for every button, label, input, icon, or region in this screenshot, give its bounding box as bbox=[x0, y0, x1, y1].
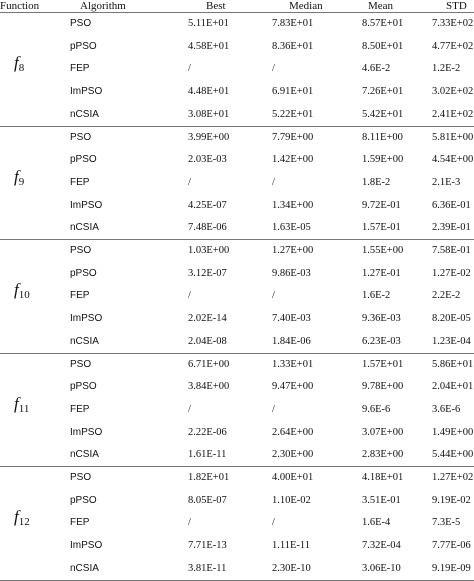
mean-cell: 9.78E+00 bbox=[362, 381, 404, 393]
algorithm-cell: pPSO bbox=[70, 154, 97, 166]
table-row bbox=[0, 81, 474, 104]
group-rule bbox=[0, 580, 474, 581]
header-median: Median bbox=[289, 0, 323, 12]
median-cell: 1.34E+00 bbox=[272, 199, 314, 211]
best-cell: / bbox=[188, 517, 191, 529]
median-cell: 4.00E+01 bbox=[272, 472, 314, 483]
best-cell: 2.22E-06 bbox=[188, 426, 227, 438]
std-cell: 8.20E-05 bbox=[432, 313, 471, 325]
function-group bbox=[0, 13, 474, 127]
best-cell: 7.48E-06 bbox=[188, 222, 227, 234]
mean-cell: 9.72E-01 bbox=[362, 199, 401, 211]
table-row bbox=[0, 195, 474, 218]
table-row bbox=[0, 217, 474, 240]
std-cell: 1.27E+02 bbox=[432, 472, 474, 483]
table-row bbox=[0, 467, 474, 490]
header-std: STD bbox=[446, 0, 467, 12]
median-cell: 1.27E+00 bbox=[272, 245, 314, 256]
table-row bbox=[0, 58, 474, 81]
median-cell: 8.36E+01 bbox=[272, 40, 314, 52]
median-cell: / bbox=[272, 517, 275, 529]
mean-cell: 9.6E-6 bbox=[362, 403, 391, 415]
table-row bbox=[0, 13, 474, 36]
mean-cell: 1.57E-01 bbox=[362, 222, 401, 234]
algorithm-cell: ImPSO bbox=[70, 313, 103, 325]
median-cell: / bbox=[272, 63, 275, 75]
mean-cell: 5.42E+01 bbox=[362, 108, 404, 120]
best-cell: 1.82E+01 bbox=[188, 472, 230, 483]
best-cell: 1.03E+00 bbox=[188, 245, 230, 256]
function-group bbox=[0, 354, 474, 468]
algorithm-cell: PSO bbox=[70, 131, 92, 143]
algorithm-cell: PSO bbox=[70, 245, 92, 256]
function-letter: f bbox=[14, 53, 19, 72]
function-group bbox=[0, 127, 474, 241]
mean-cell: 8.57E+01 bbox=[362, 18, 404, 29]
std-cell: 2.2E-2 bbox=[432, 290, 461, 302]
function-letter: f bbox=[14, 166, 19, 186]
table-row bbox=[0, 240, 474, 263]
mean-cell: 6.23E-03 bbox=[362, 335, 401, 347]
median-cell: 7.40E-03 bbox=[272, 313, 311, 325]
std-cell: 1.27E-02 bbox=[432, 267, 471, 279]
median-cell: / bbox=[272, 176, 275, 188]
median-cell: 2.64E+00 bbox=[272, 426, 314, 438]
mean-cell: 8.50E+01 bbox=[362, 40, 404, 52]
header-mean: Mean bbox=[368, 0, 394, 12]
median-cell: 1.63E-05 bbox=[272, 222, 311, 234]
algorithm-cell: ImPSO bbox=[70, 540, 103, 552]
algorithm-cell: PSO bbox=[70, 18, 92, 29]
median-cell: 9.86E-03 bbox=[272, 267, 311, 279]
table-row bbox=[0, 149, 474, 172]
mean-cell: 1.6E-4 bbox=[362, 517, 391, 529]
std-cell: 2.04E+01 bbox=[432, 381, 474, 393]
std-cell: 5.86E+01 bbox=[432, 358, 474, 370]
function-index: 10 bbox=[18, 289, 30, 301]
mean-cell: 8.11E+00 bbox=[362, 131, 403, 143]
function-letter: f bbox=[14, 393, 19, 413]
algorithm-cell: nCSIA bbox=[70, 108, 99, 120]
algorithm-cell: PSO bbox=[70, 472, 92, 483]
best-cell: 3.99E+00 bbox=[188, 131, 230, 143]
algorithm-cell: FEP bbox=[70, 63, 90, 75]
std-cell: 5.44E+00 bbox=[432, 449, 474, 461]
median-cell: 2.30E-10 bbox=[272, 562, 311, 574]
best-cell: 2.02E-14 bbox=[188, 313, 227, 325]
std-cell: 7.33E+02 bbox=[432, 18, 474, 29]
std-cell: 7.77E-06 bbox=[432, 540, 471, 552]
algorithm-cell: nCSIA bbox=[70, 222, 99, 234]
algorithm-cell: nCSIA bbox=[70, 562, 99, 574]
median-cell: 1.33E+01 bbox=[272, 358, 314, 370]
algorithm-cell: FEP bbox=[70, 517, 90, 529]
mean-cell: 1.27E-01 bbox=[362, 267, 401, 279]
algorithm-cell: FEP bbox=[70, 176, 90, 188]
best-cell: 7.71E-13 bbox=[188, 540, 227, 552]
mean-cell: 7.32E-04 bbox=[362, 540, 401, 552]
std-cell: 4.54E+00 bbox=[432, 154, 474, 166]
best-cell: 4.48E+01 bbox=[188, 86, 230, 98]
mean-cell: 1.59E+00 bbox=[362, 154, 404, 166]
table-row bbox=[0, 285, 474, 308]
median-cell: 1.11E-11 bbox=[272, 540, 311, 552]
std-cell: 1.23E-04 bbox=[432, 335, 471, 347]
table-row bbox=[0, 512, 474, 535]
function-index: 11 bbox=[18, 402, 30, 415]
std-cell: 2.1E-3 bbox=[432, 176, 461, 188]
table-row bbox=[0, 331, 474, 354]
algorithm-cell: nCSIA bbox=[70, 335, 99, 347]
std-cell: 9.19E-02 bbox=[432, 494, 471, 506]
mean-cell: 1.6E-2 bbox=[362, 290, 391, 302]
mean-cell: 7.26E+01 bbox=[362, 86, 404, 98]
best-cell: 1.61E-11 bbox=[188, 449, 227, 461]
table-row bbox=[0, 399, 474, 422]
algorithm-cell: FEP bbox=[70, 290, 90, 302]
function-group bbox=[0, 240, 474, 354]
algorithm-cell: pPSO bbox=[70, 40, 97, 52]
median-cell: 1.42E+00 bbox=[272, 154, 314, 166]
table-row bbox=[0, 127, 474, 150]
std-cell: 1.49E+00 bbox=[432, 426, 474, 438]
mean-cell: 9.36E-03 bbox=[362, 313, 401, 325]
median-cell: 1.10E-02 bbox=[272, 494, 311, 506]
function-index: 8 bbox=[18, 62, 25, 74]
std-cell: 4.77E+02 bbox=[432, 40, 474, 52]
median-cell: 1.84E-06 bbox=[272, 335, 311, 347]
median-cell: 2.30E+00 bbox=[272, 449, 314, 461]
table-row bbox=[0, 558, 474, 581]
std-cell: 6.36E-01 bbox=[432, 199, 471, 211]
median-cell: 7.83E+01 bbox=[272, 18, 314, 29]
median-cell: 7.79E+00 bbox=[272, 131, 314, 143]
algorithm-cell: nCSIA bbox=[70, 449, 99, 461]
std-cell: 3.6E-6 bbox=[432, 403, 461, 415]
median-cell: 9.47E+00 bbox=[272, 381, 314, 393]
best-cell: 6.71E+00 bbox=[188, 358, 230, 370]
mean-cell: 3.51E-01 bbox=[362, 494, 401, 506]
best-cell: 5.11E+01 bbox=[188, 18, 229, 29]
best-cell: 3.08E+01 bbox=[188, 108, 230, 120]
std-cell: 3.02E+02 bbox=[432, 86, 474, 98]
best-cell: 3.12E-07 bbox=[188, 267, 227, 279]
table-row bbox=[0, 422, 474, 445]
table-row bbox=[0, 535, 474, 558]
algorithm-cell: pPSO bbox=[70, 494, 97, 506]
best-cell: / bbox=[188, 176, 191, 188]
algorithm-cell: ImPSO bbox=[70, 426, 103, 438]
best-cell: 3.84E+00 bbox=[188, 381, 230, 393]
median-cell: 5.22E+01 bbox=[272, 108, 314, 120]
mean-cell: 1.57E+01 bbox=[362, 358, 404, 370]
table-row bbox=[0, 263, 474, 286]
mean-cell: 4.6E-2 bbox=[362, 63, 391, 75]
table-row bbox=[0, 308, 474, 331]
header-best: Best bbox=[206, 0, 226, 12]
best-cell: 4.25E-07 bbox=[188, 199, 227, 211]
median-cell: / bbox=[272, 290, 275, 302]
table-row bbox=[0, 490, 474, 513]
algorithm-cell: ImPSO bbox=[70, 86, 103, 98]
table-row bbox=[0, 376, 474, 399]
best-cell: 4.58E+01 bbox=[188, 40, 230, 52]
table-row bbox=[0, 172, 474, 195]
table-row bbox=[0, 36, 474, 59]
table-row bbox=[0, 444, 474, 467]
header-algorithm: Algorithm bbox=[80, 0, 126, 12]
algorithm-cell: ImPSO bbox=[70, 199, 103, 211]
median-cell: 6.91E+01 bbox=[272, 86, 314, 98]
best-cell: 2.03E-03 bbox=[188, 154, 227, 166]
mean-cell: 3.07E+00 bbox=[362, 426, 404, 438]
mean-cell: 1.8E-2 bbox=[362, 176, 391, 188]
algorithm-cell: pPSO bbox=[70, 381, 97, 393]
std-cell: 1.2E-2 bbox=[432, 63, 461, 75]
std-cell: 2.39E-01 bbox=[432, 222, 471, 234]
best-cell: 2.04E-08 bbox=[188, 335, 227, 347]
std-cell: 7.3E-5 bbox=[432, 517, 461, 529]
algorithm-cell: FEP bbox=[70, 403, 90, 415]
header-function: Function bbox=[0, 0, 40, 12]
best-cell: / bbox=[188, 63, 191, 75]
mean-cell: 2.83E+00 bbox=[362, 449, 404, 461]
function-index: 12 bbox=[18, 516, 30, 528]
best-cell: / bbox=[188, 290, 191, 302]
algorithm-cell: pPSO bbox=[70, 267, 97, 279]
mean-cell: 3.06E-10 bbox=[362, 562, 401, 574]
algorithm-cell: PSO bbox=[70, 358, 92, 370]
mean-cell: 4.18E+01 bbox=[362, 472, 404, 483]
table-row bbox=[0, 104, 474, 127]
median-cell: / bbox=[272, 403, 275, 415]
std-cell: 2.41E+02 bbox=[432, 108, 474, 120]
function-letter: f bbox=[14, 280, 19, 299]
table-row bbox=[0, 354, 474, 377]
function-index: 9 bbox=[18, 175, 25, 188]
std-cell: 9.19E-09 bbox=[432, 562, 471, 574]
std-cell: 5.81E+00 bbox=[432, 131, 474, 143]
std-cell: 7.58E-01 bbox=[432, 245, 471, 256]
best-cell: 8.05E-07 bbox=[188, 494, 227, 506]
function-letter: f bbox=[14, 507, 19, 526]
function-group bbox=[0, 467, 474, 581]
best-cell: / bbox=[188, 403, 191, 415]
mean-cell: 1.55E+00 bbox=[362, 245, 404, 256]
best-cell: 3.81E-11 bbox=[188, 562, 227, 574]
